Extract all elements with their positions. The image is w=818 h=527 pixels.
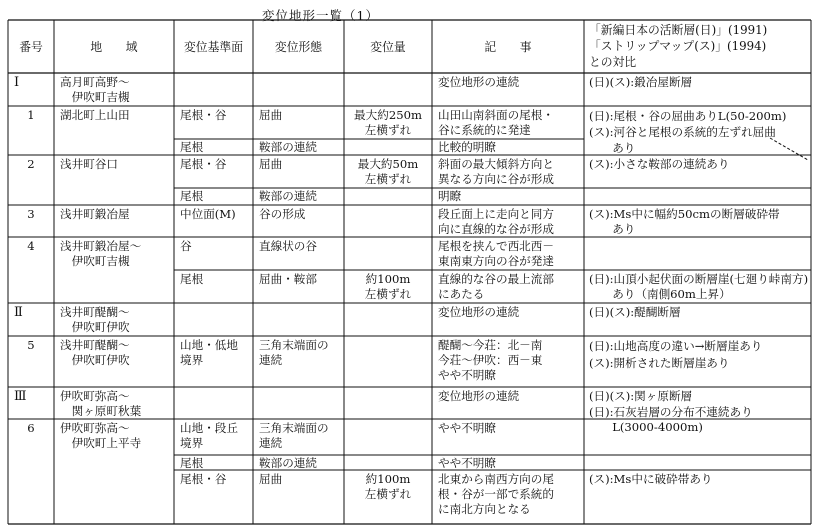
compare-cell: (日):尾根・谷の屈曲ありL(50-200m) (ス):河谷と尾根の系統的左ずれ屈曲 あり (589, 109, 787, 155)
note-cell: 段丘面上に走向と同方 向に直線的な谷が形成 (438, 207, 554, 236)
header-compare: 「新編日本の活断層(日)」(1991) 「ストリップマップ(ス)」(1994) との対比 (589, 23, 768, 69)
form-cell: 三角末端面の 連続 (259, 421, 329, 450)
note-cell: 尾根を挟んで西北西－ 東南東方向の谷が発達 (438, 239, 554, 268)
note-cell: 明瞭 (438, 189, 462, 203)
note-cell: やや不明瞭 (438, 456, 496, 470)
note-cell: 斜面の最大傾斜方向と 異なる方向に谷が形成 (438, 157, 554, 186)
note-cell: 山田山南斜面の尾根・ 谷に系統的に発達 (438, 108, 554, 137)
row-number: Ⅰ (14, 75, 20, 90)
form-cell: 鞍部の連続 (259, 456, 317, 470)
note-cell: 比較的明瞭 (438, 140, 496, 154)
header-amount: 変位量 (370, 40, 406, 54)
row-number: 2 (27, 157, 35, 171)
row-number: 6 (27, 421, 35, 435)
note-cell: 北東から南西方向の尾 根・谷が一部で系統的 に南北方向となる (438, 472, 554, 516)
header-no: 番号 (19, 40, 43, 54)
basis-cell: 尾根・谷 (180, 472, 227, 486)
row-number: 3 (27, 207, 35, 221)
note-cell: やや不明瞭 (438, 421, 496, 435)
row-number: 4 (27, 239, 35, 253)
area-cell: 浅井町鍛冶屋～ 伊吹町吉槻 (60, 239, 142, 268)
note-cell: 変位地形の連続 (438, 389, 520, 403)
header-basis: 変位基準面 (184, 40, 243, 54)
header-note: 記 事 (484, 40, 532, 54)
area-cell: 浅井町醍醐～ 伊吹町伊吹 (60, 338, 130, 367)
form-cell: 屈曲・鞍部 (259, 272, 317, 286)
form-cell: 屈曲 (259, 157, 283, 171)
area-cell: 伊吹町弥高～ 伊吹町上平寺 (60, 421, 142, 450)
amount-cell: 約100m 左横ずれ (364, 472, 412, 501)
note-cell: 直線的な谷の最上流部 にあたる (438, 272, 554, 301)
compare-cell: (日)(ス):関ヶ原断層 (589, 389, 693, 403)
table-title: 変位地形一覧（1） (262, 8, 379, 23)
header-area: 地 域 (90, 40, 138, 54)
form-cell: 谷の形成 (259, 207, 306, 221)
basis-cell: 中位面(M) (180, 207, 236, 221)
basis-cell: 山地・低地 境界 (180, 338, 238, 367)
compare-cell: (ス):Ms中に破砕帯あり (589, 472, 713, 486)
amount-cell: 最大約50m 左横ずれ (357, 157, 419, 186)
row-number: 1 (27, 108, 35, 122)
basis-cell: 尾根・谷 (180, 108, 227, 122)
form-cell: 三角末端面の 連続 (259, 338, 329, 367)
form-cell: 屈曲 (259, 108, 283, 122)
basis-cell: 尾根 (180, 140, 204, 154)
basis-cell: 尾根 (180, 272, 204, 286)
form-cell: 鞍部の連続 (259, 140, 317, 154)
note-cell: 醍醐～今荘：北－南 今荘～伊吹：西－東 やや不明瞭 (438, 338, 543, 382)
area-cell: 浅井町鍛冶屋 (60, 207, 130, 221)
compare-cell: (日):山地高度の違い→断層崖あり (ス):開析された断層崖あり (589, 339, 763, 370)
compare-cell: (ス):Ms中に幅約50cmの断層破砕帯 あり (589, 207, 780, 236)
row-number: Ⅱ (14, 305, 23, 320)
area-cell: 湖北町上山田 (60, 108, 130, 122)
basis-cell: 尾根・谷 (180, 157, 227, 171)
area-cell: 高月町高野～ 伊吹町吉槻 (60, 75, 130, 104)
form-cell: 鞍部の連続 (259, 189, 317, 203)
compare-cell: (日)(ス):鍛冶屋断層 (589, 75, 693, 89)
compare-cell: (日):石灰岩層の分布不連続あり L(3000-4000m) (589, 405, 753, 434)
header-form: 変位形態 (274, 40, 323, 54)
basis-cell: 山地・段丘 境界 (180, 421, 238, 450)
area-cell: 伊吹町弥高～ 関ヶ原町秋葉 (60, 389, 142, 418)
basis-cell: 尾根 (180, 189, 204, 203)
compare-cell: (日)(ス):醍醐断層 (589, 305, 681, 319)
form-cell: 屈曲 (259, 472, 283, 486)
area-cell: 浅井町醍醐～ 伊吹町伊吹 (60, 305, 130, 334)
row-number: Ⅲ (14, 389, 27, 404)
form-cell: 直線状の谷 (259, 239, 317, 253)
note-cell: 変位地形の連続 (438, 75, 520, 89)
compare-cell: (ス):小さな鞍部の連続あり (589, 157, 730, 171)
note-cell: 変位地形の連続 (438, 305, 520, 319)
compare-cell: (日):山頂小起伏面の断層崖(七廻り峠南方) あり（南側60m上昇） (589, 272, 809, 301)
amount-cell: 約100m 左横ずれ (364, 272, 412, 301)
amount-cell: 最大約250m 左横ずれ (354, 108, 422, 137)
row-number: 5 (27, 338, 35, 352)
area-cell: 浅井町谷口 (60, 157, 118, 171)
basis-cell: 尾根 (180, 456, 204, 470)
basis-cell: 谷 (180, 239, 192, 253)
